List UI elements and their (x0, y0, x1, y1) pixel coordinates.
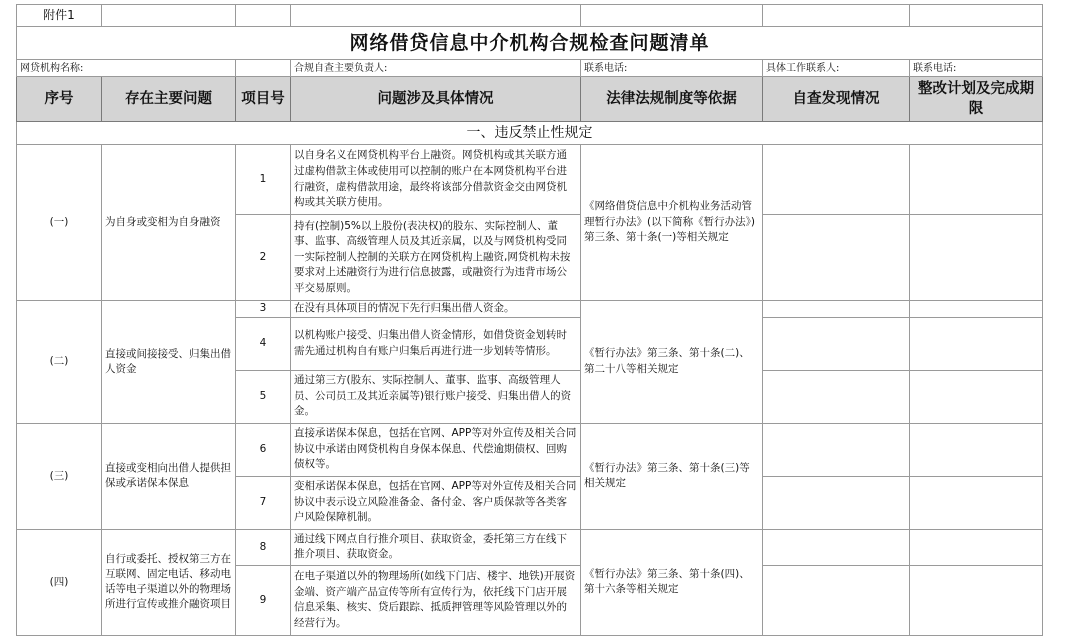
legal-basis: 《暂行办法》第三条、第十条(三)等相关规定 (581, 423, 763, 529)
findings-cell[interactable] (763, 215, 910, 301)
header-row (17, 77, 1043, 122)
item-id: 2 (236, 215, 291, 301)
item-text: 以机构账户接受、归集出借人资金情形，如借贷资金划转时需先通过机构自有账户归集后再进行进一步划转等情形。 (291, 317, 581, 370)
item-text: 变相承诺保本保息，包括在官网、APP等对外宣传及相关合同协议中表示设立风险准备金、备付金、客户质保款等各类客户风险保障机制。 (291, 476, 581, 529)
section-row (17, 122, 1043, 145)
rectification-cell[interactable] (910, 215, 1043, 301)
item-id: 7 (236, 476, 291, 529)
item-text: 在电子渠道以外的物理场所(如线下门店、楼宇、地铁)开展资金端、资产端产品宣传等所有宣传行为，依托线下门店开展信息采集、核实、贷后跟踪、抵质押管理等风险管理以外的经营行为。 (291, 565, 581, 635)
legal-basis: 《网络借贷信息中介机构业务活动管理暂行办法》(以下简称《暂行办法》)第三条、第十条(一)等相关规定 (581, 145, 763, 301)
person-in-charge-field[interactable]: 合规自查主要负责人: (291, 60, 581, 77)
findings-cell[interactable] (763, 423, 910, 476)
group-issue: 自行或委托、授权第三方在互联网、固定电话、移动电话等电子渠道以外的物理场所进行宣传或推介融资项目 (102, 529, 236, 635)
phone-field-2[interactable]: 联系电话: (910, 60, 1043, 77)
header-issue: 存在主要问题 (102, 77, 236, 122)
findings-cell[interactable] (763, 145, 910, 215)
rectification-cell[interactable] (910, 423, 1043, 476)
checklist-table (16, 4, 1043, 636)
item-text: 以自身名义在网贷机构平台上融资。网贷机构或其关联方通过虚构借款主体或使用可以控制的账户在本网贷机构平台进行融资，虚构借款用途，最终将该部分借款资金交由网贷机构或其关联方使用。 (291, 145, 581, 215)
table-row (17, 145, 1043, 215)
header-rectification: 整改计划及完成期限 (910, 77, 1043, 122)
rectification-cell[interactable] (910, 370, 1043, 423)
findings-cell[interactable] (763, 565, 910, 635)
phone-field-1[interactable]: 联系电话: (581, 60, 763, 77)
item-id: 9 (236, 565, 291, 635)
legal-basis: 《暂行办法》第三条、第十条(四)、第十六条等相关规定 (581, 529, 763, 635)
header-findings: 自查发现情况 (763, 77, 910, 122)
header-details: 问题涉及具体情况 (291, 77, 581, 122)
attachment-row (17, 5, 1043, 27)
page-title: 网络借贷信息中介机构合规检查问题清单 (17, 27, 1043, 60)
rectification-cell[interactable] (910, 565, 1043, 635)
info-row (17, 60, 1043, 77)
item-text: 在没有具体项目的情况下先行归集出借人资金。 (291, 301, 581, 318)
title-row (17, 27, 1043, 60)
findings-cell[interactable] (763, 529, 910, 565)
rectification-cell[interactable] (910, 476, 1043, 529)
rectification-cell[interactable] (910, 529, 1043, 565)
header-legal-basis: 法律法规制度等依据 (581, 77, 763, 122)
table-row (17, 423, 1043, 476)
rectification-cell[interactable] (910, 317, 1043, 370)
header-item-no: 项目号 (236, 77, 291, 122)
attachment-label: 附件1 (17, 5, 102, 27)
group-no: (一) (17, 145, 102, 301)
findings-cell[interactable] (763, 301, 910, 318)
rectification-cell[interactable] (910, 301, 1043, 318)
item-text: 直接承诺保本保息，包括在官网、APP等对外宣传及相关合同协议中承诺由网贷机构自身保本保息、代偿逾期债权、回购债权等。 (291, 423, 581, 476)
findings-cell[interactable] (763, 476, 910, 529)
item-id: 5 (236, 370, 291, 423)
item-text: 通过第三方(股东、实际控制人、董事、监事、高级管理人员、公司员工及其近亲属等)银行账户接受、归集出借人的资金。 (291, 370, 581, 423)
table-row (17, 529, 1043, 565)
institution-name-field[interactable]: 网贷机构名称: (17, 60, 236, 77)
item-text: 通过线下网点自行推介项目、获取资金，委托第三方在线下推介项目、获取资金。 (291, 529, 581, 565)
item-id: 6 (236, 423, 291, 476)
item-id: 8 (236, 529, 291, 565)
item-id: 1 (236, 145, 291, 215)
item-text: 持有(控制)5%以上股份(表决权)的股东、实际控制人、董事、监事、高级管理人员及其近亲属，以及与网贷机构受同一实际控制人控制的关联方在网贷机构上融资,网贷机构未按要求对上述融资行为进行信息披露，或融资行为违背市场公平交易原则。 (291, 215, 581, 301)
group-no: (二) (17, 301, 102, 424)
findings-cell[interactable] (763, 370, 910, 423)
item-id: 3 (236, 301, 291, 318)
group-issue: 直接或变相向出借人提供担保或承诺保本保息 (102, 423, 236, 529)
group-no: (四) (17, 529, 102, 635)
group-no: (三) (17, 423, 102, 529)
group-issue: 为自身或变相为自身融资 (102, 145, 236, 301)
group-issue: 直接或间接接受、归集出借人资金 (102, 301, 236, 424)
legal-basis: 《暂行办法》第三条、第十条(二)、第二十八等相关规定 (581, 301, 763, 424)
findings-cell[interactable] (763, 317, 910, 370)
rectification-cell[interactable] (910, 145, 1043, 215)
section-title: 一、违反禁止性规定 (17, 122, 1043, 145)
contact-person-field[interactable]: 具体工作联系人: (763, 60, 910, 77)
item-id: 4 (236, 317, 291, 370)
table-row (17, 301, 1043, 318)
header-no: 序号 (17, 77, 102, 122)
